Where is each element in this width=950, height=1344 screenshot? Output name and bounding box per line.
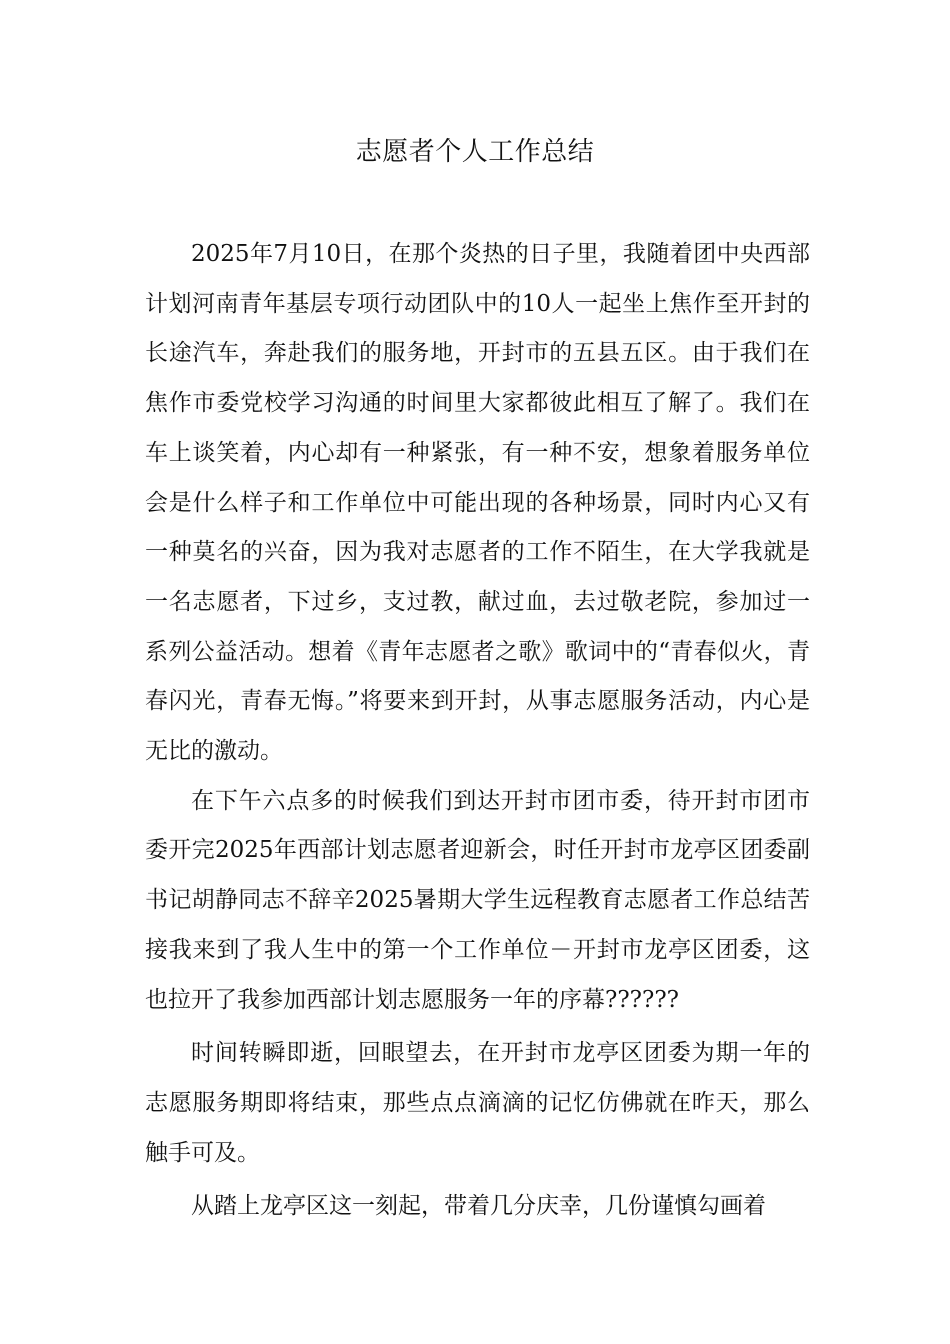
paragraph-3: 时间转瞬即逝，回眼望去，在开封市龙亭区团委为期一年的志愿服务期即将结束，那些点点滴滴的记忆仿佛就在昨天，那么触手可及。	[145, 1040, 810, 1166]
document-body	[145, 230, 810, 1232]
document-title: 志愿者个人工作总结	[355, 137, 595, 167]
paragraph-4: 从踏上龙亭区这一刻起，带着几分庆幸，几份谨慎勾画着	[191, 1193, 766, 1220]
paragraph-2: 在下午六点多的时候我们到达开封市团市委，待开封市团市委开完2025年西部计划志愿者迎新会，时任开封市龙亭区团委副书记胡静同志不辞辛2025暑期大学生远程教育志愿者工作总结苦接我来到了我人生中的第一个工作单位－开封市龙亭区团委，这也拉开了我参加西部计划志愿服务一年的序幕??????	[145, 787, 810, 1013]
paragraph-1: 2025年7月10日，在那个炎热的日子里，我随着团中央西部计划河南青年基层专项行动团队中的10人一起坐上焦作至开封的长途汽车，奔赴我们的服务地，开封市的五县五区。由于我们在焦作市委党校学习沟通的时间里大家都彼此相互了解了。我们在车上谈笑着，内心却有一种紧张，有一种不安，想象着服务单位会是什么样子和工作单位中可能出现的各种场景，同时内心又有一种莫名的兴奋，因为我对志愿者的工作不陌生，在大学我就是一名志愿者，下过乡，支过教，献过血，去过敬老院，参加过一系列公益活动。想着《青年志愿者之歌》歌词中的“青春似火，青春闪光，青春无悔。”将要来到开封，从事志愿服务活动，内心是无比的激动。	[145, 241, 810, 765]
